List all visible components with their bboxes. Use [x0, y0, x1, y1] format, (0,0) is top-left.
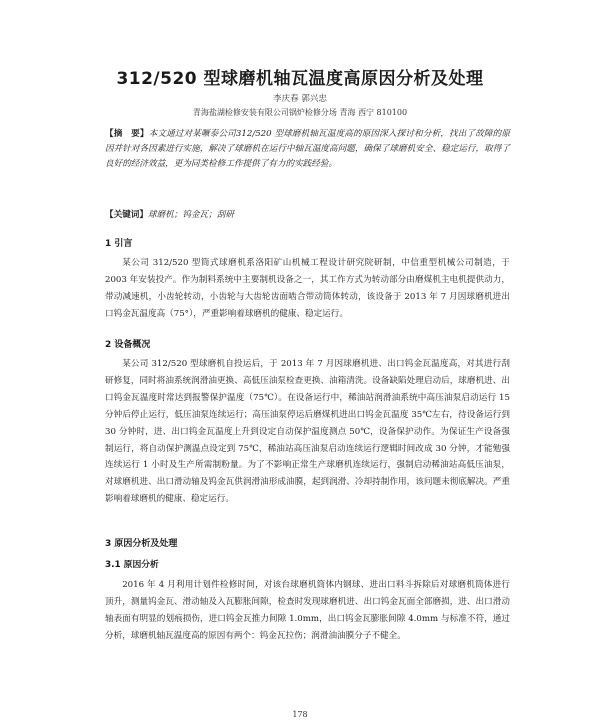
keywords-text: 球磨机；钨金瓦；刮研	[147, 210, 234, 220]
introduction-paragraph: 某公司 312/520 型筒式球磨机系洛阳矿山机械工程设计研究院研制，中信重型机械公司制造，于 2003 年安装投产。作为制料系统中主要制机设备之一，其工作方式为转动部分由磨煤机主电机提供动力，带动减速机，小齿轮转动，小齿轮与大齿轮齿面啮合带动筒体转动，该设备于 2013 年 7 月因球磨机进出口钨金瓦温度高（75°），严重影响着球磨机的健康、稳定运行。	[105, 258, 510, 319]
equipment-overview-paragraph: 某公司 312/520 型球磨机自投运后，于 2013 年 7 月因球磨机进、出口钨金瓦温度高，对其进行刮研修复，同时将油系统润滑油更换、高低压油泵检查更换、油箱清洗。设备缺陷处理启动后，球磨机进、出口钨金瓦温度时常达到报警保护温度（75℃）。在设备运行中，稀油站润滑油系统中高压油泵启动运行 15 分钟后停止运行，低压油泵连续运行；高压油泵停运后磨煤机进出口钨金瓦温度 35℃左右，待设备运行到 30 分钟时，进、出口钨金瓦温度上升到设定自动保护温度测点 50℃，设备保护动作。为保证生产设备强制运行，将自动保护测温点设定到 75℃，稀油站高压油泵启动连续运行逻辑时间改成 30 分钟，才能勉强连续运行 1 小时及生产所需制粉量。为了不影响正常生产球磨机连续运行，强制启动稀油站高低压油泵，对球磨机进、出口滑动轴及钨金瓦供润滑油形成油膜，起到润滑、冷却持制作用，该问题未彻底解决。严重影响着球磨机的健康、稳定运行。	[105, 359, 510, 505]
keywords-label: 【关键词】	[105, 210, 148, 220]
section-heading-equipment-overview: 2 设备概况	[105, 340, 151, 350]
abstract-block	[105, 127, 510, 173]
section-heading-introduction: 1 引言	[105, 239, 133, 249]
section-heading-cause-analysis: 3 原因分析及处理	[105, 539, 178, 549]
abstract-label: 【摘 要】	[105, 129, 149, 139]
keywords-block	[105, 208, 510, 220]
paper-authors: 李庆春 郭兴忠	[273, 94, 327, 104]
subsection-heading-cause-analysis: 3.1 原因分析	[105, 560, 159, 570]
page-number: 178	[292, 710, 308, 719]
paper-title: 312/520 型球磨机轴瓦温度高原因分析及处理	[116, 69, 484, 89]
abstract-text: 本文通过对某噘泰公司312/520 型球磨机轴瓦温度高的原因深入探讨和分析，找出了故障的原因并针对各因素进行实施，解决了球磨机在运行中轴瓦温度高问题，确保了球磨机安全、稳定运行，取得了良好的经济效益，更为同类检修工作提供了有力的实践经验。	[105, 129, 510, 170]
cause-analysis-paragraph: 2016 年 4 月利用计划件检修时间，对该台球磨机筒体内钢球、进出口料斗拆除后对球磨机筒体进行顶升，测量钨金瓦、滑动轴及入瓦膨胀间隙，检查时发现球磨机进、出口钨金瓦面全部磨损，进、出口滑动轴表面有明显的划痕损伤，进口钨金瓦推力间隙 1.0mm，出口钨金瓦膨胀间隙 4.0mm 与标准不符，通过分析，球磨机轴瓦温度高的原因有两个：钨金瓦拉伤；润滑油油膜分子不健全。	[105, 580, 510, 641]
paper-affiliation: 青海盐湖检修安装有限公司锅炉检修分场 青海 西宁 810100	[192, 108, 408, 117]
